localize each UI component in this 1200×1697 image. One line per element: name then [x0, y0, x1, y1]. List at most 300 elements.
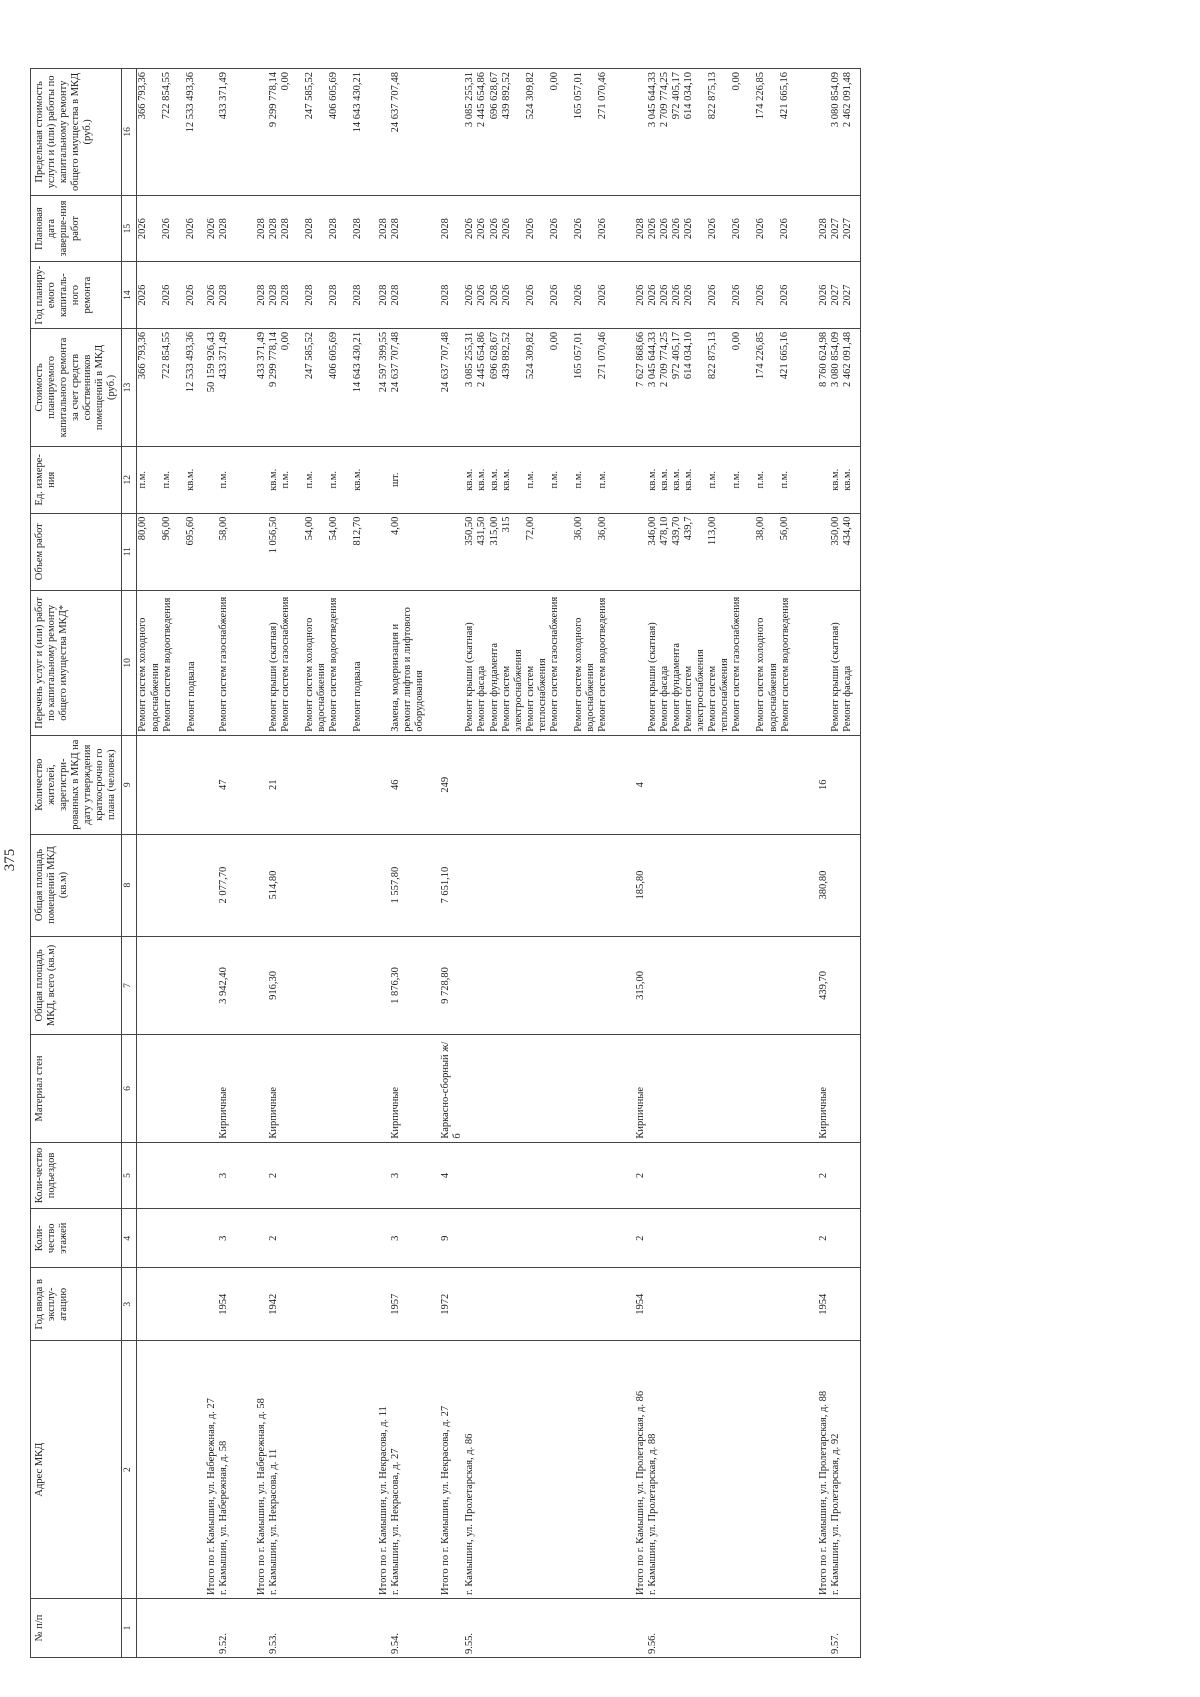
completion-date: 2028	[440, 218, 452, 240]
year-built	[464, 1271, 476, 1337]
row-number-cell	[432, 1598, 464, 1657]
repair-year: 2028	[255, 284, 267, 306]
work-volume: 315,00	[488, 516, 500, 546]
work-volume-cell	[647, 513, 810, 590]
wall-material: Кирпичные	[817, 1086, 829, 1139]
column-header: Ед. измере-ния	[31, 447, 122, 514]
wall-material: Кирпичные	[267, 1086, 279, 1139]
floor-count-cell	[370, 1209, 390, 1268]
planned-cost-cell	[627, 328, 647, 446]
work-item: Ремонт систем газоснабжения	[731, 596, 743, 732]
object-row	[390, 69, 432, 1658]
wall-material	[830, 1038, 842, 1138]
repair-year: 2028	[378, 284, 389, 306]
repair-year: 2028	[327, 284, 339, 306]
address-cell	[432, 1341, 464, 1599]
premises-area: 514,80	[267, 870, 279, 900]
work-item: Ремонт систем электроснабжения	[683, 649, 707, 732]
work-item: Ремонт систем теплоснабжения	[707, 658, 731, 732]
planned-cost-cell	[464, 328, 627, 446]
unit: кв.м.	[476, 468, 488, 491]
max-cost: 822 875,13	[707, 72, 719, 120]
unit: кв.м.	[683, 468, 695, 491]
repair-year: 2026	[671, 284, 683, 306]
residents-cell	[464, 735, 627, 834]
completion-date: 2028	[255, 218, 267, 240]
completion-date: 2028	[267, 218, 279, 240]
row-number-cell	[810, 1598, 830, 1657]
year-built-cell	[248, 1268, 268, 1341]
year-built-cell	[810, 1268, 830, 1341]
row-number	[635, 1602, 647, 1654]
unit: п.м.	[707, 471, 719, 489]
max-cost: 174 226,85	[755, 72, 767, 120]
row-number-cell	[137, 1598, 198, 1657]
residents-cell	[198, 735, 218, 834]
work-volume: 56,00	[779, 516, 791, 541]
unit: п.м.	[217, 471, 229, 489]
max-cost-cell	[810, 69, 830, 196]
wall-material-cell	[370, 1035, 390, 1142]
wall-material-cell	[464, 1035, 627, 1142]
total-row	[370, 69, 390, 1658]
work-volume: 315	[500, 516, 512, 533]
row-number	[818, 1602, 830, 1654]
total-row	[198, 69, 218, 1658]
work-item: Ремонт фасада	[841, 665, 853, 732]
work-item-cell	[432, 590, 464, 735]
unit-cell	[218, 447, 248, 514]
address-cell	[248, 1341, 268, 1599]
planned-cost: 50 159 926,43	[205, 331, 217, 393]
column-header: № п/п	[31, 1598, 122, 1657]
row-number-cell	[248, 1598, 268, 1657]
entrance-count-cell	[248, 1142, 268, 1209]
work-volume: 1 056,50	[267, 516, 279, 554]
planned-cost: 3 080 854,09	[829, 331, 841, 388]
work-item: Ремонт фундамента	[488, 642, 500, 732]
premises-area-cell	[390, 834, 432, 936]
address: Итого по г. Камышин, ул. Набережная, д. 27	[205, 1398, 217, 1595]
year-built	[830, 1271, 842, 1337]
work-volume-cell	[432, 513, 464, 590]
repair-year: 2026	[707, 284, 719, 306]
wall-material-cell	[647, 1035, 810, 1142]
floor-count: 2	[267, 1235, 279, 1241]
planned-cost-cell	[810, 328, 830, 446]
wall-material	[137, 1038, 149, 1138]
wall-material: Кирпичные	[217, 1086, 229, 1139]
total-area-cell	[370, 936, 390, 1035]
total-row	[432, 69, 464, 1658]
max-cost: 439 892,52	[500, 72, 512, 120]
max-cost-cell	[830, 69, 861, 196]
repair-year: 2028	[279, 284, 291, 306]
work-item: Замена, модернизация и ремонт лифтов и лифтового оборудования	[390, 607, 426, 732]
work-volume: 54,00	[303, 516, 315, 541]
completion-date: 2026	[683, 218, 695, 240]
wall-material-cell	[268, 1035, 370, 1142]
address: г. Камышин, ул. Набережная, д. 58	[217, 1440, 229, 1595]
max-cost: 2 709 774,25	[659, 72, 671, 128]
work-item: Ремонт систем газоснабжения	[217, 596, 229, 732]
max-cost-cell	[627, 69, 647, 196]
object-row	[647, 69, 810, 1658]
repair-year-cell	[830, 262, 861, 329]
wall-material-cell	[390, 1035, 432, 1142]
floor-count: 9	[440, 1235, 452, 1241]
year-built-cell	[268, 1268, 370, 1341]
floor-count-cell	[248, 1209, 268, 1268]
column-header: Коли-чество этажей	[31, 1209, 122, 1268]
repair-year-cell	[810, 262, 830, 329]
year-built: 1942	[267, 1293, 279, 1315]
repair-year: 2028	[440, 284, 452, 306]
max-cost: 0,00	[279, 72, 291, 91]
unit-cell	[268, 447, 370, 514]
entrance-count-cell	[627, 1142, 647, 1209]
max-cost: 14 643 430,21	[351, 72, 363, 133]
planned-cost-cell	[432, 328, 464, 446]
repair-year: 2026	[500, 284, 512, 306]
work-volume: 54,00	[327, 516, 339, 541]
completion-date: 2026	[161, 218, 173, 240]
completion-date-cell	[198, 195, 218, 262]
repair-year: 2026	[476, 284, 488, 306]
column-number: 1	[122, 1598, 137, 1657]
row-number-cell	[830, 1598, 861, 1657]
floor-count-cell	[268, 1209, 370, 1268]
entrance-count: 2	[817, 1172, 829, 1179]
total-area	[464, 940, 476, 1032]
work-volume: 431,50	[476, 516, 488, 546]
address: Итого по г. Камышин, ул. Некрасова, д. 11	[378, 1406, 389, 1595]
wall-material-cell	[218, 1035, 248, 1142]
work-item-cell	[218, 590, 248, 735]
work-volume	[280, 517, 304, 587]
work-item-cell	[464, 590, 627, 735]
column-number: 7	[122, 936, 137, 1035]
planned-cost: 366 793,36	[137, 331, 149, 380]
unit: шт.	[390, 472, 402, 488]
work-volume: 350,00	[829, 516, 841, 546]
entrance-count	[830, 1146, 842, 1206]
completion-date: 2027	[829, 218, 841, 240]
row-number	[378, 1602, 390, 1654]
page-number: 375	[2, 848, 18, 872]
total-area: 1 876,30	[390, 967, 402, 1004]
completion-date: 2028	[634, 218, 646, 240]
address: Итого по г. Камышин, ул. Некрасова, д. 27	[440, 1405, 452, 1595]
entrance-count-cell	[464, 1142, 627, 1209]
address: Итого по г. Камышин, ул. Пролетарская, д. 86	[634, 1390, 646, 1595]
max-cost: 271 070,46	[596, 72, 608, 120]
address: г. Камышин, ул. Некрасова, д. 27	[390, 1448, 402, 1595]
repair-year-cell	[390, 262, 432, 329]
work-volume: 4,00	[390, 516, 402, 535]
completion-date-cell	[248, 195, 268, 262]
planned-cost: 524 309,82	[524, 331, 536, 380]
work-item: Ремонт систем теплоснабжения	[524, 658, 548, 732]
repair-year-cell	[370, 262, 390, 329]
max-cost: 24 637 707,48	[390, 72, 402, 133]
column-number-row	[122, 69, 137, 1658]
repair-year: 2026	[817, 284, 829, 306]
max-cost-cell	[390, 69, 432, 196]
premises-area-cell	[137, 834, 198, 936]
completion-date: 2026	[500, 218, 512, 240]
row-number: 9.53.	[267, 1633, 279, 1654]
planned-cost-cell	[390, 328, 432, 446]
completion-date: 2028	[217, 218, 229, 240]
work-volume-cell	[810, 513, 830, 590]
object-row	[218, 69, 248, 1658]
unit: кв.м.	[267, 468, 279, 491]
premises-area-cell	[248, 834, 268, 936]
unit: кв.м.	[659, 468, 671, 491]
max-cost-cell	[370, 69, 390, 196]
column-number: 4	[122, 1209, 137, 1268]
wall-material-cell	[137, 1035, 198, 1142]
work-item-cell	[268, 590, 370, 735]
work-volume	[731, 517, 755, 587]
column-header: Общая площадь МКД, всего (кв.м)	[31, 936, 122, 1035]
floor-count-cell	[830, 1209, 861, 1268]
completion-date: 2028	[303, 218, 315, 240]
total-area-cell	[647, 936, 810, 1035]
max-cost: 421 665,16	[779, 72, 791, 120]
address: г. Камышин, ул. Пролетарская, д. 88	[647, 1433, 658, 1595]
table-body	[137, 69, 860, 1658]
residents-cell	[248, 735, 268, 834]
column-number: 11	[122, 513, 137, 590]
address-cell	[627, 1341, 647, 1599]
completion-date-cell	[627, 195, 647, 262]
planned-cost-cell	[647, 328, 810, 446]
column-header: Перечень услуг и (или) работ по капитальному ремонту общего имущества МКД*	[31, 590, 122, 735]
object-row	[830, 69, 861, 1658]
completion-date-cell	[390, 195, 432, 262]
max-cost: 2 445 654,86	[476, 72, 488, 128]
premises-area: 2 077,70	[217, 866, 229, 904]
completion-date: 2026	[647, 218, 658, 240]
work-item: Ремонт фасада	[659, 665, 671, 732]
residents-cell	[830, 735, 861, 834]
entrance-count: 3	[390, 1172, 402, 1179]
unit-cell	[137, 447, 198, 514]
work-item-cell	[137, 590, 198, 735]
planned-cost: 24 597 399,55	[378, 331, 389, 393]
unit: кв.м.	[351, 468, 363, 491]
column-header: Объем работ	[31, 513, 122, 590]
work-item: Ремонт крыши (скатная)	[647, 622, 658, 732]
column-header: Плановая дата заверше-ния работ	[31, 195, 122, 262]
address-cell	[370, 1341, 390, 1599]
work-item-cell	[370, 590, 390, 735]
completion-date: 2026	[185, 218, 197, 240]
max-cost: 0,00	[548, 72, 560, 91]
work-item-cell	[390, 590, 432, 735]
wall-material-cell	[810, 1035, 830, 1142]
planned-cost: 972 405,17	[671, 331, 683, 380]
premises-area-cell	[432, 834, 464, 936]
residents-cell	[268, 735, 370, 834]
entrance-count: 4	[440, 1172, 452, 1179]
address-cell	[464, 1341, 627, 1599]
year-built-cell	[432, 1268, 464, 1341]
wall-material: Кирпичные	[634, 1086, 646, 1139]
year-built: 1957	[390, 1293, 402, 1315]
planned-cost: 9 299 778,14	[267, 331, 279, 388]
unit: кв.м.	[671, 468, 683, 491]
floor-count: 3	[217, 1235, 229, 1241]
address-cell	[830, 1341, 861, 1599]
premises-area	[647, 838, 659, 933]
premises-area-cell	[218, 834, 248, 936]
total-row	[810, 69, 830, 1658]
address: Итого по г. Камышин, ул. Пролетарская, д. 88	[817, 1390, 829, 1595]
wall-material-cell	[248, 1035, 268, 1142]
row-number: 9.52.	[217, 1633, 229, 1654]
premises-area	[137, 838, 149, 933]
column-number: 9	[122, 735, 137, 834]
column-number: 8	[122, 834, 137, 936]
premises-area-cell	[810, 834, 830, 936]
max-cost: 3 045 644,33	[647, 72, 658, 128]
wall-material	[647, 1038, 659, 1138]
max-cost: 722 854,55	[161, 72, 173, 120]
repair-year-cell	[248, 262, 268, 329]
planned-cost: 2 445 654,86	[476, 331, 488, 388]
year-built: 1954	[817, 1293, 829, 1315]
floor-count	[464, 1212, 476, 1264]
capital-repair-table	[30, 68, 861, 1658]
column-header: Адрес МКД	[31, 1341, 122, 1599]
work-volume: 72,00	[524, 516, 536, 541]
unit-cell	[248, 447, 268, 514]
max-cost-cell	[137, 69, 198, 196]
row-number-cell	[647, 1598, 810, 1657]
unit: кв.м.	[841, 468, 853, 491]
residents-cell	[647, 735, 810, 834]
work-volume	[549, 517, 573, 587]
row-number-cell	[268, 1598, 370, 1657]
repair-year: 2028	[217, 284, 229, 306]
floor-count-cell	[390, 1209, 432, 1268]
unit-cell	[647, 447, 810, 514]
address: г. Камышин, ул. Пролетарская, д. 92	[829, 1433, 841, 1595]
work-item: Ремонт систем газоснабжения	[548, 596, 560, 732]
work-volume: 350,50	[464, 516, 476, 546]
year-built	[647, 1271, 659, 1337]
repair-year: 2026	[185, 284, 197, 306]
entrance-count-cell	[370, 1142, 390, 1209]
premises-area-cell	[370, 834, 390, 936]
total-area-cell	[248, 936, 268, 1035]
premises-area	[830, 838, 842, 933]
floor-count-cell	[137, 1209, 198, 1268]
planned-cost: 2 462 091,48	[841, 331, 853, 388]
planned-cost: 822 875,13	[707, 331, 719, 380]
floor-count-cell	[198, 1209, 218, 1268]
total-area-cell	[627, 936, 647, 1035]
column-header: Стоимость планируемого капитального ремонта за счет средств собственников помещений в МКД (руб.)	[31, 328, 122, 446]
max-cost: 9 299 778,14	[267, 72, 279, 128]
row-number-cell	[218, 1598, 248, 1657]
work-item: Ремонт систем водоотведения	[161, 597, 173, 732]
planned-cost: 3 085 255,31	[464, 331, 476, 388]
work-volume-cell	[268, 513, 370, 590]
row-number-cell	[627, 1598, 647, 1657]
rotated-page	[0, 40, 1200, 1680]
planned-cost: 174 226,85	[755, 331, 767, 380]
planned-cost: 7 627 868,66	[634, 331, 646, 388]
max-cost: 12 533 493,36	[185, 72, 197, 133]
unit: п.м.	[524, 471, 536, 489]
max-cost-cell	[432, 69, 464, 196]
year-built: 1954	[634, 1293, 646, 1315]
work-item: Ремонт фасада	[476, 665, 488, 732]
repair-year: 2028	[351, 284, 363, 306]
unit: п.м.	[327, 471, 339, 489]
repair-year: 2026	[161, 284, 173, 306]
year-built-cell	[647, 1268, 810, 1341]
address-cell	[268, 1341, 370, 1599]
unit: кв.м.	[647, 468, 658, 491]
total-area	[647, 940, 659, 1032]
header-row	[31, 69, 122, 1658]
unit: кв.м.	[829, 468, 841, 491]
address-cell	[198, 1341, 218, 1599]
premises-area	[464, 838, 476, 933]
max-cost: 524 309,82	[524, 72, 536, 120]
planned-cost: 247 585,52	[303, 331, 315, 380]
work-item: Ремонт систем водоотведения	[596, 597, 608, 732]
year-built-cell	[464, 1268, 627, 1341]
repair-year: 2027	[841, 284, 853, 306]
floor-count-cell	[647, 1209, 810, 1268]
completion-date-cell	[647, 195, 810, 262]
planned-cost: 14 643 430,21	[351, 331, 363, 393]
address-cell	[218, 1341, 248, 1599]
unit-cell	[627, 447, 647, 514]
max-cost-cell	[218, 69, 248, 196]
unit: кв.м.	[185, 468, 197, 491]
entrance-count-cell	[830, 1142, 861, 1209]
max-cost-cell	[647, 69, 810, 196]
entrance-count: 2	[267, 1172, 279, 1179]
unit-cell	[390, 447, 432, 514]
repair-year-cell	[137, 262, 198, 329]
premises-area-cell	[268, 834, 370, 936]
premises-area-cell	[647, 834, 810, 936]
floor-count-cell	[627, 1209, 647, 1268]
completion-date: 2026	[464, 218, 476, 240]
residents: 21	[267, 779, 279, 790]
column-number: 10	[122, 590, 137, 735]
repair-year-cell	[464, 262, 627, 329]
wall-material: Кирпичные	[390, 1086, 402, 1139]
work-item: Ремонт систем электроснабжения	[500, 649, 524, 732]
row-number	[206, 1602, 218, 1654]
completion-date: 2028	[327, 218, 339, 240]
unit: кв.м.	[488, 468, 500, 491]
planned-cost: 433 371,49	[217, 331, 229, 380]
wall-material: Каркасно-сборный ж/б	[440, 1041, 464, 1139]
column-header: Материал стен	[31, 1035, 122, 1142]
floor-count: 3	[390, 1235, 402, 1241]
floor-count-cell	[810, 1209, 830, 1268]
